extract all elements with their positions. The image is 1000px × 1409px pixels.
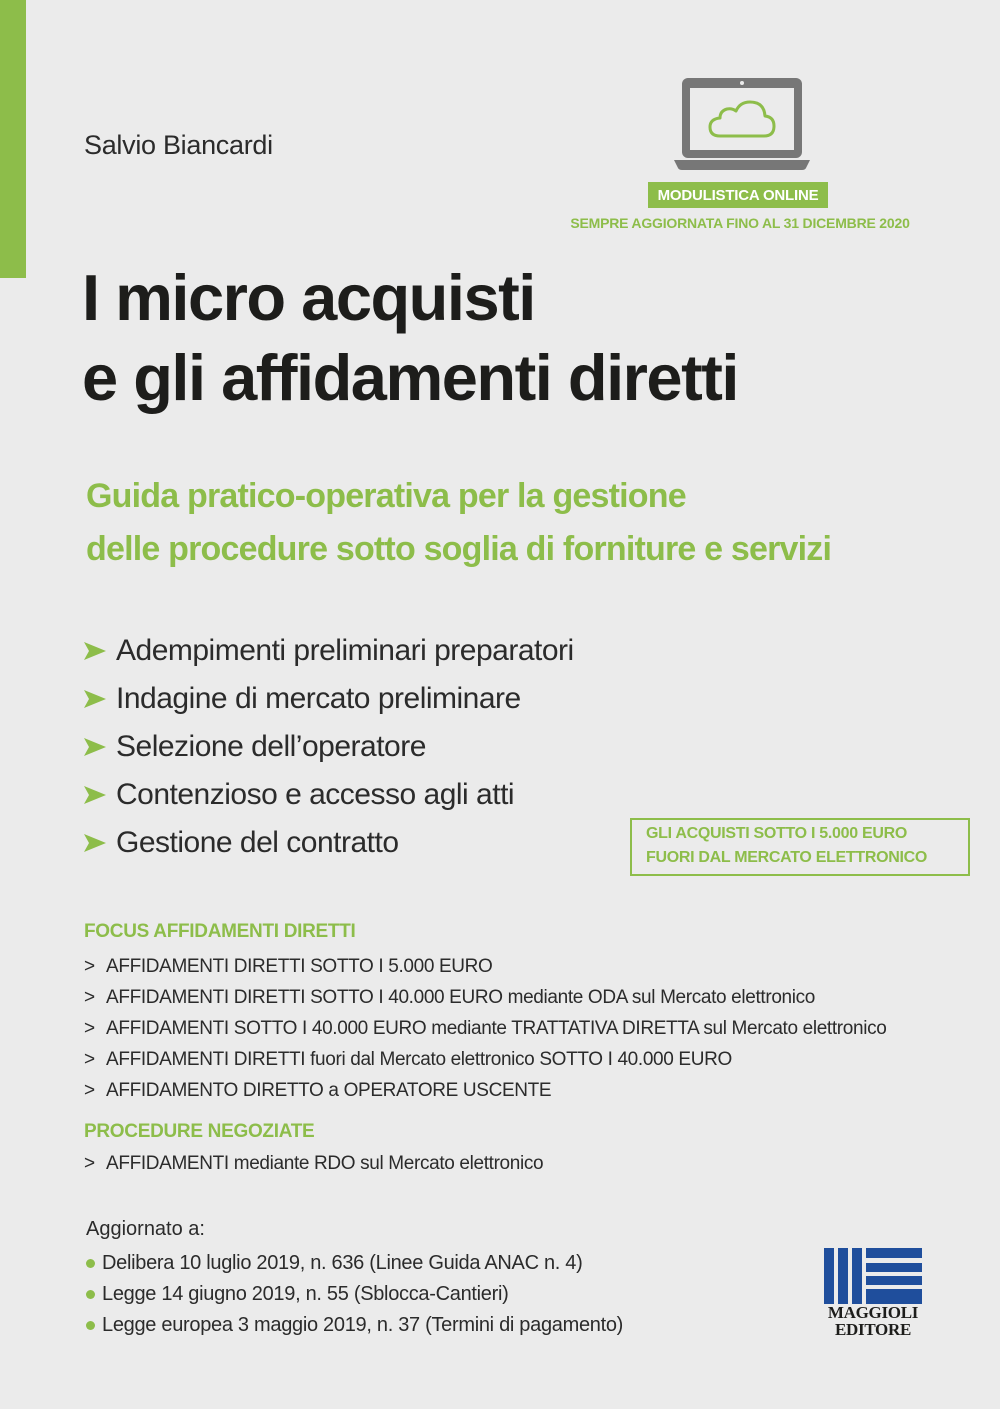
book-subtitle [86,470,831,576]
spine-accent-bar [0,0,26,278]
bullet-dot-icon [86,1321,95,1330]
subtitle-line-2: delle procedure sotto soglia di forniture e servizi [86,530,832,568]
callout-line-2: FUORI DAL MERCATO ELETTRONICO [646,849,928,866]
callout-box [630,818,970,876]
updates-list [86,1248,623,1341]
focus-heading: FOCUS AFFIDAMENTI DIRETTI [84,921,356,942]
topic-label: Selezione dell’operatore [116,730,426,763]
focus-item-label: AFFIDAMENTI SOTTO I 40.000 EURO mediante TRATTATIVA DIRETTA sul Mercato elettronico [106,1018,887,1039]
focus-item [84,1013,886,1044]
topic-label: Contenzioso e accesso agli atti [116,778,515,811]
bullet-dot-icon [86,1259,95,1268]
update-item [86,1310,623,1341]
laptop-cloud-icon [672,72,812,177]
updated-label: Aggiornato a: [86,1218,205,1240]
arrow-bullet-icon [84,834,106,852]
publisher-logo [822,1248,924,1338]
negotiated-heading: PROCEDURE NEGOZIATE [84,1121,315,1142]
topic-item [84,723,574,771]
maggioli-logo-mark [822,1248,924,1304]
focus-item [84,982,886,1013]
topic-label: Gestione del contratto [116,826,399,859]
update-item [86,1248,623,1279]
publisher-name: MAGGIOLI [827,1303,919,1322]
topic-item [84,771,574,819]
topic-label: Adempimenti preliminari preparatori [116,634,574,667]
negotiated-list [84,1148,543,1179]
arrow-bullet-icon [84,642,106,660]
chevron-right-icon: > [84,1080,95,1101]
callout-line-1: GLI ACQUISTI SOTTO I 5.000 EURO [646,825,907,842]
topic-item [84,675,574,723]
bullet-dot-icon [86,1290,95,1299]
chevron-right-icon: > [84,1153,95,1174]
focus-list [84,951,886,1106]
focus-item [84,1044,886,1075]
chevron-right-icon: > [84,1049,95,1070]
online-forms-badge: MODULISTICA ONLINE [648,182,828,208]
focus-item-label: AFFIDAMENTI DIRETTI SOTTO I 5.000 EURO [106,956,493,977]
author-name: Salvio Biancardi [84,130,273,160]
update-item [86,1279,623,1310]
focus-item-label: AFFIDAMENTI DIRETTI fuori dal Mercato elettronico SOTTO I 40.000 EURO [106,1049,732,1070]
arrow-bullet-icon [84,690,106,708]
focus-item-label: AFFIDAMENTO DIRETTO a OPERATORE USCENTE [106,1080,552,1101]
topic-item [84,627,574,675]
focus-item [84,951,886,982]
chevron-right-icon: > [84,987,95,1008]
update-item-label: Legge 14 giugno 2019, n. 55 (Sblocca-Cantieri) [102,1283,509,1305]
negotiated-item [84,1148,543,1179]
arrow-bullet-icon [84,738,106,756]
focus-item [84,1075,886,1106]
publisher-subname: EDITORE [834,1320,911,1339]
arrow-bullet-icon [84,786,106,804]
book-title [82,258,738,418]
negotiated-item-label: AFFIDAMENTI mediante RDO sul Mercato elettronico [106,1153,544,1174]
subtitle-line-1: Guida pratico-operativa per la gestione [86,477,686,515]
focus-item-label: AFFIDAMENTI DIRETTI SOTTO I 40.000 EURO mediante ODA sul Mercato elettronico [106,987,815,1008]
chevron-right-icon: > [84,1018,95,1039]
topic-label: Indagine di mercato preliminare [116,682,521,715]
chevron-right-icon: > [84,956,95,977]
title-line-1: I micro acquisti [82,261,535,334]
update-item-label: Delibera 10 luglio 2019, n. 636 (Linee Guida ANAC n. 4) [102,1252,583,1274]
title-line-2: e gli affidamenti diretti [82,341,738,414]
update-item-label: Legge europea 3 maggio 2019, n. 37 (Termini di pagamento) [102,1314,624,1336]
topic-item [84,819,574,867]
online-forms-note: SEMPRE AGGIORNATA FINO AL 31 DICEMBRE 2020 [570,215,910,231]
topics-list [84,627,574,867]
